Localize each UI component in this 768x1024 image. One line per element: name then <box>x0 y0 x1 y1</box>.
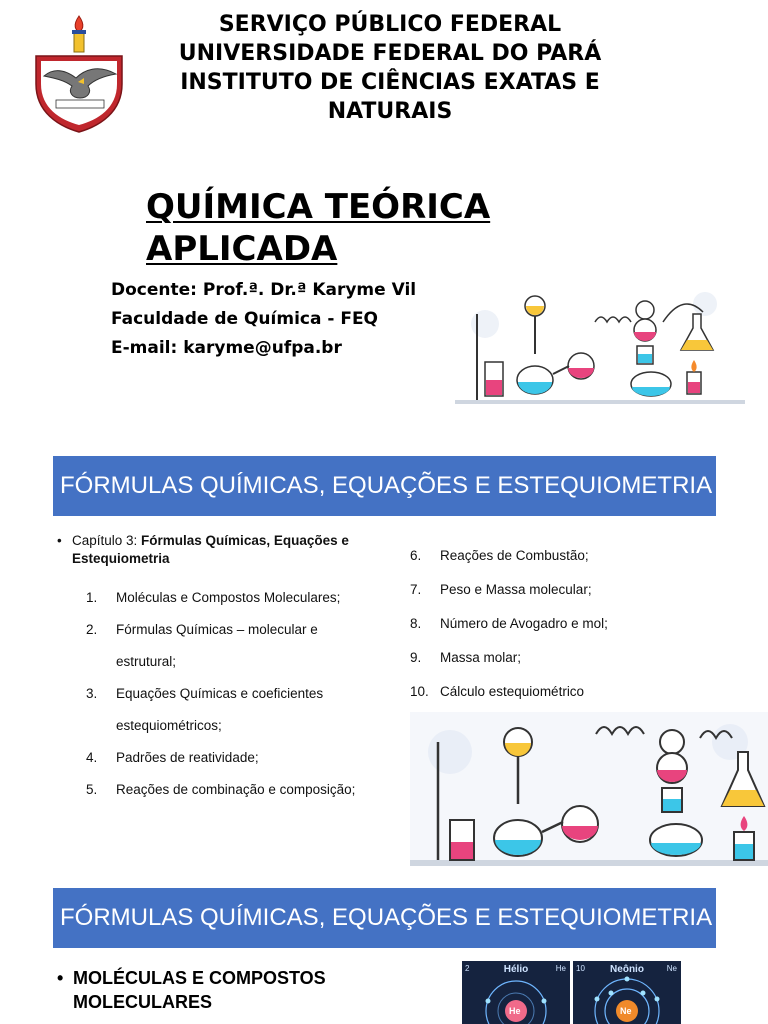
course-title <box>146 186 566 270</box>
email-text: E-mail: karyme@ufpa.br <box>111 338 342 358</box>
molecules-bullet <box>57 966 387 1014</box>
topic-number: 3. <box>86 686 98 701</box>
chapter-title-part-2: Estequiometria <box>72 551 170 566</box>
atom-core-label: He <box>509 1006 521 1016</box>
header-line-4: NATURAIS <box>327 99 453 124</box>
banner-title: FÓRMULAS QUÍMICAS, EQUAÇÕES E ESTEQUIOMETRIA <box>60 472 713 499</box>
topic-text: Cálculo estequiométrico <box>440 684 585 699</box>
molecules-line-2: MOLECULARES <box>73 992 212 1012</box>
topic-number: 9. <box>410 650 422 665</box>
topic-text: Número de Avogadro e mol; <box>440 616 608 631</box>
atom-symbol: Ne <box>666 964 677 973</box>
molecules-line-1: MOLÉCULAS E COMPOSTOS <box>73 968 326 988</box>
header-line-2: UNIVERSIDADE FEDERAL DO PARÁ <box>178 41 602 66</box>
course-title-line-1: QUÍMICA TEÓRICA <box>146 187 491 227</box>
bullet-dot: • <box>57 968 64 988</box>
topic-number: 2. <box>86 622 98 637</box>
chapter-title-part-1: Fórmulas Químicas, Equações e <box>141 533 349 548</box>
atom-name: Neônio <box>610 964 644 975</box>
section-banner-molecules <box>53 888 716 948</box>
atom-card-helium <box>462 961 570 1024</box>
faculdade-text: Faculdade de Química - FEQ <box>111 309 379 329</box>
topic-text: Moléculas e Compostos Moleculares; <box>116 590 341 605</box>
topic-number: 4. <box>86 750 98 765</box>
topic-number: 7. <box>410 582 422 597</box>
topic-number: 10. <box>410 684 429 699</box>
lab-glassware-illustration-middle <box>410 712 768 866</box>
atom-card-neon <box>573 961 681 1024</box>
chapter-prefix: Capítulo 3: <box>72 533 142 548</box>
ufpa-seal-logo <box>32 14 128 138</box>
atom-number: 2 <box>465 964 470 973</box>
list-item <box>410 573 710 607</box>
topic-text-cont: estrutural; <box>116 654 177 669</box>
list-item <box>410 539 710 573</box>
lab-glassware-illustration-top <box>455 284 745 406</box>
list-item <box>410 675 710 709</box>
topic-text-cont: estequiométricos; <box>116 718 222 733</box>
atom-number: 10 <box>576 964 585 973</box>
chapter-bullet: • <box>57 533 62 548</box>
header-line-3: INSTITUTO DE CIÊNCIAS EXATAS E <box>180 70 600 95</box>
list-item <box>86 678 386 742</box>
topic-number: 6. <box>410 548 422 563</box>
list-item <box>86 774 386 806</box>
topic-list-left <box>86 582 386 806</box>
docente-text: Docente: Prof.ª. Dr.ª Karyme Vil <box>111 280 417 300</box>
section-banner-formulas <box>53 456 716 516</box>
topic-number: 8. <box>410 616 422 631</box>
list-item <box>86 742 386 774</box>
topic-text: Padrões de reatividade; <box>116 750 259 765</box>
banner-title: FÓRMULAS QUÍMICAS, EQUAÇÕES E ESTEQUIOMETRIA <box>60 904 713 931</box>
institution-header <box>150 10 630 126</box>
topic-text: Fórmulas Químicas – molecular e <box>116 622 318 637</box>
topic-number: 5. <box>86 782 98 797</box>
atom-core-label: Ne <box>620 1006 632 1016</box>
list-item <box>410 641 710 675</box>
atom-symbol: He <box>555 964 566 973</box>
atom-name: Hélio <box>503 964 529 975</box>
topic-text: Equações Químicas e coeficientes <box>116 686 324 701</box>
topic-text: Reações de Combustão; <box>440 548 589 563</box>
topic-text: Reações de combinação e composição; <box>116 782 356 797</box>
course-title-line-2: APLICADA <box>146 229 338 269</box>
topic-text: Peso e Massa molecular; <box>440 582 592 597</box>
atom-diagrams <box>462 961 712 1024</box>
header-line-1: SERVIÇO PÚBLICO FEDERAL <box>218 12 562 37</box>
list-item <box>410 607 710 641</box>
list-item <box>86 614 386 678</box>
topic-list-right <box>410 539 710 709</box>
chapter-heading <box>57 532 387 568</box>
instructor-info <box>111 276 463 363</box>
topic-text: Massa molar; <box>440 650 522 665</box>
topic-number: 1. <box>86 590 98 605</box>
list-item <box>86 582 386 614</box>
